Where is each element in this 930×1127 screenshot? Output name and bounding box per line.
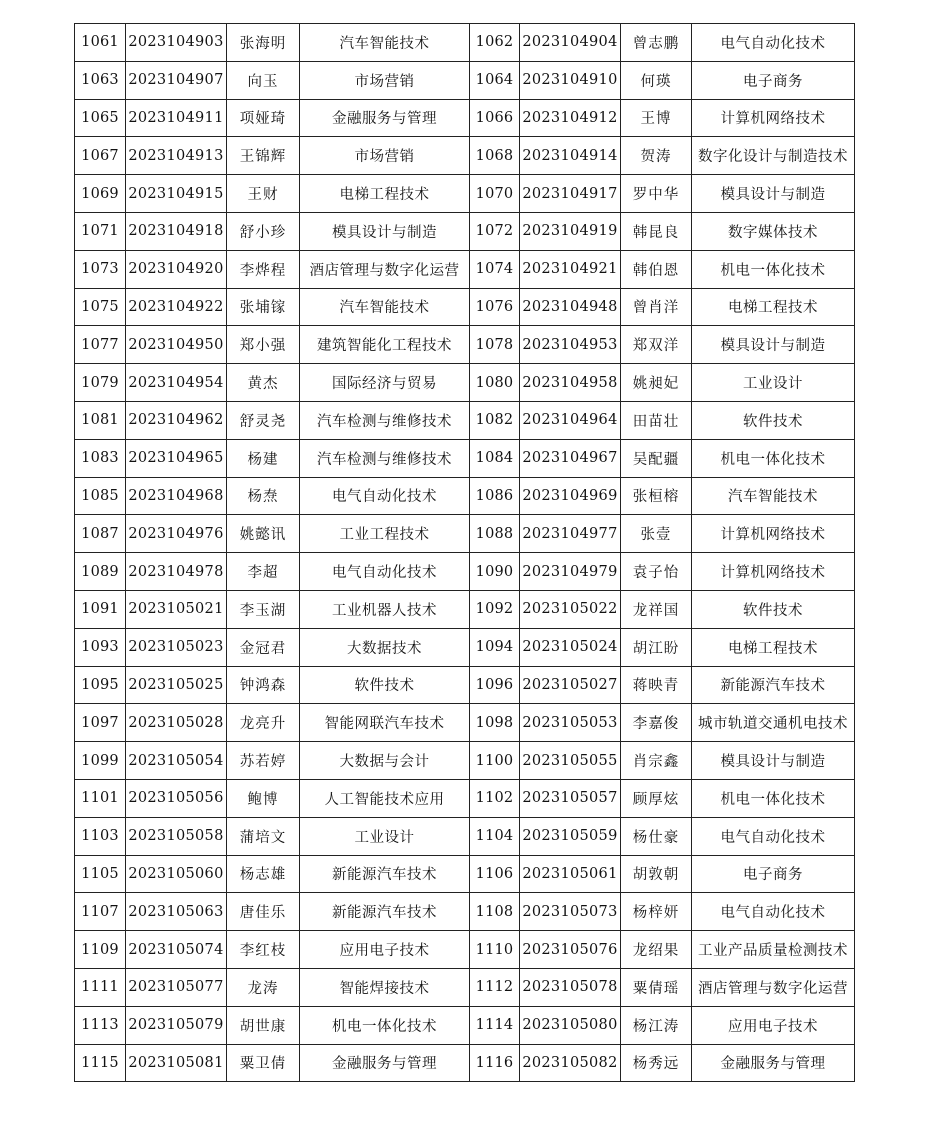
student-id-cell: 2023104918 — [126, 212, 227, 250]
major-cell: 模具设计与制造 — [692, 175, 855, 213]
student-id-cell: 2023105080 — [520, 1006, 621, 1044]
student-id-cell: 2023105059 — [520, 817, 621, 855]
major-cell: 国际经济与贸易 — [300, 364, 470, 402]
student-name-cell: 李烨程 — [227, 250, 300, 288]
major-cell: 模具设计与制造 — [692, 742, 855, 780]
student-name-cell: 吴配疆 — [621, 439, 692, 477]
serial-number-cell: 1066 — [470, 99, 520, 137]
table-row — [75, 61, 855, 99]
student-name-cell: 杨秀远 — [621, 1044, 692, 1082]
major-cell: 酒店管理与数字化运营 — [692, 968, 855, 1006]
major-cell: 建筑智能化工程技术 — [300, 326, 470, 364]
serial-number-cell: 1075 — [75, 288, 126, 326]
student-name-cell: 胡世康 — [227, 1006, 300, 1044]
student-id-cell: 2023105077 — [126, 968, 227, 1006]
table-row — [75, 817, 855, 855]
serial-number-cell: 1089 — [75, 553, 126, 591]
student-name-cell: 曾肖洋 — [621, 288, 692, 326]
student-id-cell: 2023104979 — [520, 553, 621, 591]
major-cell: 人工智能技术应用 — [300, 779, 470, 817]
serial-number-cell: 1080 — [470, 364, 520, 402]
student-id-cell: 2023104919 — [520, 212, 621, 250]
student-name-cell: 杨志雄 — [227, 855, 300, 893]
serial-number-cell: 1071 — [75, 212, 126, 250]
student-id-cell: 2023105055 — [520, 742, 621, 780]
student-id-cell: 2023104968 — [126, 477, 227, 515]
table-row — [75, 893, 855, 931]
student-id-cell: 2023104978 — [126, 553, 227, 591]
serial-number-cell: 1103 — [75, 817, 126, 855]
student-id-cell: 2023105074 — [126, 931, 227, 969]
student-id-cell: 2023104950 — [126, 326, 227, 364]
student-name-cell: 龙涛 — [227, 968, 300, 1006]
serial-number-cell: 1078 — [470, 326, 520, 364]
serial-number-cell: 1064 — [470, 61, 520, 99]
major-cell: 汽车检测与维修技术 — [300, 401, 470, 439]
serial-number-cell: 1083 — [75, 439, 126, 477]
table-row — [75, 968, 855, 1006]
student-id-cell: 2023104914 — [520, 137, 621, 175]
table-row — [75, 175, 855, 213]
table-row — [75, 137, 855, 175]
serial-number-cell: 1079 — [75, 364, 126, 402]
student-id-cell: 2023104907 — [126, 61, 227, 99]
student-name-cell: 黄杰 — [227, 364, 300, 402]
student-id-cell: 2023104911 — [126, 99, 227, 137]
student-name-cell: 韩伯恩 — [621, 250, 692, 288]
serial-number-cell: 1061 — [75, 24, 126, 62]
student-id-cell: 2023105073 — [520, 893, 621, 931]
major-cell: 电气自动化技术 — [692, 24, 855, 62]
student-id-cell: 2023104954 — [126, 364, 227, 402]
student-name-cell: 胡敦朝 — [621, 855, 692, 893]
serial-number-cell: 1084 — [470, 439, 520, 477]
major-cell: 数字化设计与制造技术 — [692, 137, 855, 175]
serial-number-cell: 1107 — [75, 893, 126, 931]
serial-number-cell: 1076 — [470, 288, 520, 326]
table-row — [75, 666, 855, 704]
student-id-cell: 2023105025 — [126, 666, 227, 704]
major-cell: 计算机网络技术 — [692, 515, 855, 553]
serial-number-cell: 1068 — [470, 137, 520, 175]
student-id-cell: 2023104912 — [520, 99, 621, 137]
serial-number-cell: 1112 — [470, 968, 520, 1006]
serial-number-cell: 1086 — [470, 477, 520, 515]
student-id-cell: 2023105024 — [520, 628, 621, 666]
major-cell: 机电一体化技术 — [300, 1006, 470, 1044]
major-cell: 软件技术 — [692, 590, 855, 628]
table-row — [75, 326, 855, 364]
major-cell: 金融服务与管理 — [300, 99, 470, 137]
student-id-cell: 2023104921 — [520, 250, 621, 288]
student-name-cell: 舒灵尧 — [227, 401, 300, 439]
serial-number-cell: 1116 — [470, 1044, 520, 1082]
student-id-cell: 2023104967 — [520, 439, 621, 477]
major-cell: 汽车智能技术 — [300, 288, 470, 326]
student-roster-table — [74, 23, 855, 1082]
student-name-cell: 杨焘 — [227, 477, 300, 515]
student-id-cell: 2023104913 — [126, 137, 227, 175]
student-id-cell: 2023105082 — [520, 1044, 621, 1082]
student-id-cell: 2023104969 — [520, 477, 621, 515]
student-name-cell: 粟卫倩 — [227, 1044, 300, 1082]
student-name-cell: 张桓榕 — [621, 477, 692, 515]
table-row — [75, 364, 855, 402]
major-cell: 软件技术 — [692, 401, 855, 439]
serial-number-cell: 1085 — [75, 477, 126, 515]
serial-number-cell: 1070 — [470, 175, 520, 213]
serial-number-cell: 1062 — [470, 24, 520, 62]
student-id-cell: 2023104977 — [520, 515, 621, 553]
table-row — [75, 439, 855, 477]
major-cell: 汽车智能技术 — [300, 24, 470, 62]
serial-number-cell: 1073 — [75, 250, 126, 288]
student-name-cell: 李超 — [227, 553, 300, 591]
student-id-cell: 2023105081 — [126, 1044, 227, 1082]
student-id-cell: 2023104964 — [520, 401, 621, 439]
student-name-cell: 张埔镓 — [227, 288, 300, 326]
serial-number-cell: 1106 — [470, 855, 520, 893]
major-cell: 电气自动化技术 — [692, 817, 855, 855]
student-name-cell: 胡江盼 — [621, 628, 692, 666]
student-name-cell: 鲍博 — [227, 779, 300, 817]
student-name-cell: 张壹 — [621, 515, 692, 553]
serial-number-cell: 1087 — [75, 515, 126, 553]
student-name-cell: 李嘉俊 — [621, 704, 692, 742]
student-name-cell: 杨仕豪 — [621, 817, 692, 855]
student-id-cell: 2023104953 — [520, 326, 621, 364]
major-cell: 金融服务与管理 — [692, 1044, 855, 1082]
serial-number-cell: 1111 — [75, 968, 126, 1006]
serial-number-cell: 1113 — [75, 1006, 126, 1044]
student-id-cell: 2023105058 — [126, 817, 227, 855]
serial-number-cell: 1072 — [470, 212, 520, 250]
student-name-cell: 龙亮升 — [227, 704, 300, 742]
student-name-cell: 苏若婷 — [227, 742, 300, 780]
student-name-cell: 向玉 — [227, 61, 300, 99]
student-id-cell: 2023104958 — [520, 364, 621, 402]
major-cell: 数字媒体技术 — [692, 212, 855, 250]
student-name-cell: 姚昶妃 — [621, 364, 692, 402]
serial-number-cell: 1093 — [75, 628, 126, 666]
serial-number-cell: 1090 — [470, 553, 520, 591]
serial-number-cell: 1097 — [75, 704, 126, 742]
student-name-cell: 蒲培文 — [227, 817, 300, 855]
serial-number-cell: 1082 — [470, 401, 520, 439]
major-cell: 电气自动化技术 — [300, 477, 470, 515]
student-name-cell: 田苗壮 — [621, 401, 692, 439]
student-id-cell: 2023105022 — [520, 590, 621, 628]
major-cell: 酒店管理与数字化运营 — [300, 250, 470, 288]
table-row — [75, 590, 855, 628]
table-row — [75, 24, 855, 62]
major-cell: 大数据与会计 — [300, 742, 470, 780]
major-cell: 智能焊接技术 — [300, 968, 470, 1006]
major-cell: 电梯工程技术 — [692, 628, 855, 666]
serial-number-cell: 1081 — [75, 401, 126, 439]
major-cell: 工业工程技术 — [300, 515, 470, 553]
major-cell: 工业设计 — [300, 817, 470, 855]
major-cell: 市场营销 — [300, 61, 470, 99]
table-row — [75, 742, 855, 780]
serial-number-cell: 1065 — [75, 99, 126, 137]
table-row — [75, 477, 855, 515]
serial-number-cell: 1095 — [75, 666, 126, 704]
serial-number-cell: 1067 — [75, 137, 126, 175]
student-id-cell: 2023104920 — [126, 250, 227, 288]
major-cell: 新能源汽车技术 — [300, 855, 470, 893]
student-name-cell: 蒋映青 — [621, 666, 692, 704]
student-id-cell: 2023105053 — [520, 704, 621, 742]
student-name-cell: 曾志鹏 — [621, 24, 692, 62]
serial-number-cell: 1115 — [75, 1044, 126, 1082]
student-name-cell: 杨梓妍 — [621, 893, 692, 931]
major-cell: 机电一体化技术 — [692, 439, 855, 477]
major-cell: 软件技术 — [300, 666, 470, 704]
major-cell: 大数据技术 — [300, 628, 470, 666]
student-name-cell: 项娅琦 — [227, 99, 300, 137]
student-name-cell: 何瑛 — [621, 61, 692, 99]
student-id-cell: 2023105079 — [126, 1006, 227, 1044]
major-cell: 工业设计 — [692, 364, 855, 402]
student-name-cell: 杨建 — [227, 439, 300, 477]
table-row — [75, 1006, 855, 1044]
student-name-cell: 钟鸿森 — [227, 666, 300, 704]
major-cell: 汽车智能技术 — [692, 477, 855, 515]
student-name-cell: 李红枝 — [227, 931, 300, 969]
major-cell: 电子商务 — [692, 61, 855, 99]
table-row — [75, 779, 855, 817]
major-cell: 机电一体化技术 — [692, 250, 855, 288]
table-row — [75, 553, 855, 591]
major-cell: 电梯工程技术 — [692, 288, 855, 326]
major-cell: 工业产品质量检测技术 — [692, 931, 855, 969]
student-name-cell: 姚懿讯 — [227, 515, 300, 553]
student-name-cell: 袁子怡 — [621, 553, 692, 591]
student-id-cell: 2023105027 — [520, 666, 621, 704]
major-cell: 电气自动化技术 — [692, 893, 855, 931]
major-cell: 工业机器人技术 — [300, 590, 470, 628]
major-cell: 新能源汽车技术 — [692, 666, 855, 704]
serial-number-cell: 1099 — [75, 742, 126, 780]
student-id-cell: 2023105063 — [126, 893, 227, 931]
table-row — [75, 1044, 855, 1082]
student-name-cell: 粟倩瑶 — [621, 968, 692, 1006]
student-name-cell: 韩昆良 — [621, 212, 692, 250]
serial-number-cell: 1077 — [75, 326, 126, 364]
table-row — [75, 515, 855, 553]
serial-number-cell: 1063 — [75, 61, 126, 99]
table-row — [75, 250, 855, 288]
table-row — [75, 288, 855, 326]
student-name-cell: 龙祥国 — [621, 590, 692, 628]
table-row — [75, 401, 855, 439]
student-id-cell: 2023104915 — [126, 175, 227, 213]
student-id-cell: 2023104965 — [126, 439, 227, 477]
major-cell: 市场营销 — [300, 137, 470, 175]
student-id-cell: 2023105060 — [126, 855, 227, 893]
serial-number-cell: 1074 — [470, 250, 520, 288]
table-row — [75, 855, 855, 893]
table-row — [75, 212, 855, 250]
table-row — [75, 704, 855, 742]
student-id-cell: 2023105054 — [126, 742, 227, 780]
student-name-cell: 杨江涛 — [621, 1006, 692, 1044]
serial-number-cell: 1092 — [470, 590, 520, 628]
student-id-cell: 2023105021 — [126, 590, 227, 628]
serial-number-cell: 1091 — [75, 590, 126, 628]
student-id-cell: 2023105028 — [126, 704, 227, 742]
serial-number-cell: 1101 — [75, 779, 126, 817]
serial-number-cell: 1114 — [470, 1006, 520, 1044]
serial-number-cell: 1109 — [75, 931, 126, 969]
student-name-cell: 李玉湖 — [227, 590, 300, 628]
student-name-cell: 舒小珍 — [227, 212, 300, 250]
table-row — [75, 931, 855, 969]
serial-number-cell: 1104 — [470, 817, 520, 855]
student-id-cell: 2023105056 — [126, 779, 227, 817]
major-cell: 计算机网络技术 — [692, 99, 855, 137]
major-cell: 应用电子技术 — [692, 1006, 855, 1044]
student-name-cell: 郑双洋 — [621, 326, 692, 364]
major-cell: 电气自动化技术 — [300, 553, 470, 591]
student-id-cell: 2023104917 — [520, 175, 621, 213]
serial-number-cell: 1100 — [470, 742, 520, 780]
major-cell: 智能网联汽车技术 — [300, 704, 470, 742]
major-cell: 城市轨道交通机电技术 — [692, 704, 855, 742]
major-cell: 电梯工程技术 — [300, 175, 470, 213]
major-cell: 模具设计与制造 — [300, 212, 470, 250]
serial-number-cell: 1102 — [470, 779, 520, 817]
student-name-cell: 张海明 — [227, 24, 300, 62]
serial-number-cell: 1110 — [470, 931, 520, 969]
student-id-cell: 2023105061 — [520, 855, 621, 893]
student-name-cell: 王博 — [621, 99, 692, 137]
student-id-cell: 2023104904 — [520, 24, 621, 62]
student-name-cell: 唐佳乐 — [227, 893, 300, 931]
student-name-cell: 罗中华 — [621, 175, 692, 213]
major-cell: 电子商务 — [692, 855, 855, 893]
student-id-cell: 2023105076 — [520, 931, 621, 969]
table-row — [75, 628, 855, 666]
serial-number-cell: 1069 — [75, 175, 126, 213]
student-name-cell: 金冠君 — [227, 628, 300, 666]
student-id-cell: 2023104962 — [126, 401, 227, 439]
student-name-cell: 肖宗鑫 — [621, 742, 692, 780]
student-name-cell: 贺涛 — [621, 137, 692, 175]
serial-number-cell: 1105 — [75, 855, 126, 893]
student-id-cell: 2023104976 — [126, 515, 227, 553]
major-cell: 计算机网络技术 — [692, 553, 855, 591]
major-cell: 机电一体化技术 — [692, 779, 855, 817]
student-id-cell: 2023104922 — [126, 288, 227, 326]
table-row — [75, 99, 855, 137]
student-name-cell: 王财 — [227, 175, 300, 213]
student-name-cell: 顾厚炫 — [621, 779, 692, 817]
serial-number-cell: 1088 — [470, 515, 520, 553]
student-name-cell: 王锦辉 — [227, 137, 300, 175]
major-cell: 汽车检测与维修技术 — [300, 439, 470, 477]
serial-number-cell: 1108 — [470, 893, 520, 931]
student-id-cell: 2023105023 — [126, 628, 227, 666]
major-cell: 应用电子技术 — [300, 931, 470, 969]
student-id-cell: 2023104910 — [520, 61, 621, 99]
student-id-cell: 2023105057 — [520, 779, 621, 817]
major-cell: 模具设计与制造 — [692, 326, 855, 364]
serial-number-cell: 1096 — [470, 666, 520, 704]
serial-number-cell: 1094 — [470, 628, 520, 666]
student-id-cell: 2023104903 — [126, 24, 227, 62]
major-cell: 金融服务与管理 — [300, 1044, 470, 1082]
roster-body — [75, 24, 855, 1082]
student-name-cell: 龙绍果 — [621, 931, 692, 969]
student-id-cell: 2023104948 — [520, 288, 621, 326]
student-id-cell: 2023105078 — [520, 968, 621, 1006]
student-name-cell: 郑小强 — [227, 326, 300, 364]
serial-number-cell: 1098 — [470, 704, 520, 742]
major-cell: 新能源汽车技术 — [300, 893, 470, 931]
